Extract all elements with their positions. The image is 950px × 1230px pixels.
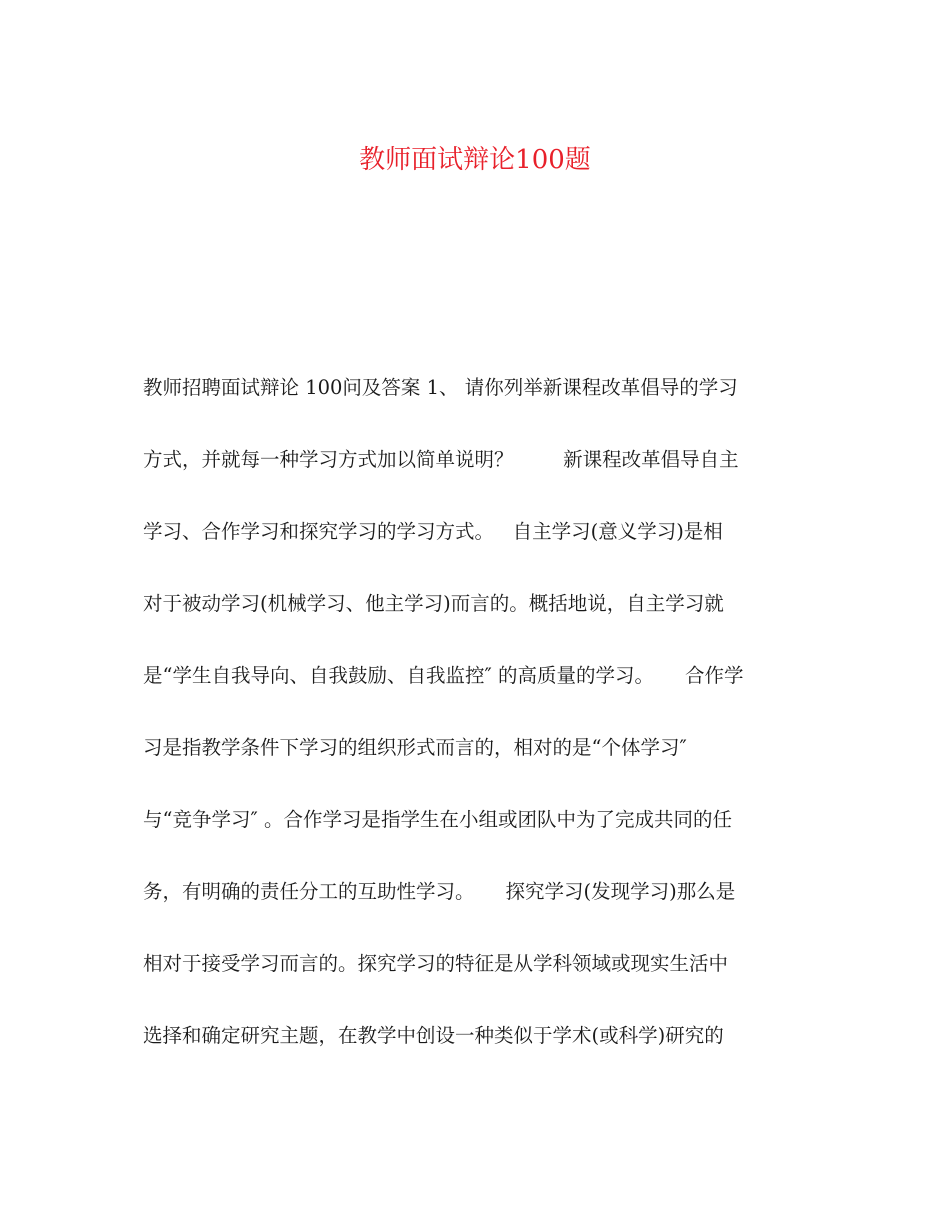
document-body [143,368,823,1088]
body-line-6: 习是指教学条件下学习的组织形式而言的，相对的是“个体学习″ [143,736,687,759]
document-title: 教师面试辩论100题 [359,145,591,175]
body-line-1: 教师招聘面试辩论 100问及答案 1、 请你列举新课程改革倡导的学习 [143,376,738,399]
body-line-9: 相对于接受学习而言的。探究学习的特征是从学科领域或现实生活中 [143,952,729,975]
body-line-2: 方式，并就每一种学习方式加以简单说明？ 新课程改革倡导自主 [143,448,739,471]
body-line-7: 与“竞争学习″ 。合作学习是指学生在小组或团队中为了完成共同的任 [143,808,732,831]
body-line-3: 学习、合作学习和探究学习的学习方式。 自主学习(意义学习)是相 [143,520,723,543]
body-line-5: 是“学生自我导向、自我鼓励、自我监控″ 的高质量的学习。 合作学 [143,664,744,687]
body-line-10: 选择和确定研究主题，在教学中创设一种类似于学术(或科学)研究的 [143,1024,724,1047]
body-line-8: 务，有明确的责任分工的互助性学习。 探究学习(发现学习)那么是 [143,880,736,903]
body-line-4: 对于被动学习(机械学习、他主学习)而言的。概括地说，自主学习就 [143,592,724,615]
